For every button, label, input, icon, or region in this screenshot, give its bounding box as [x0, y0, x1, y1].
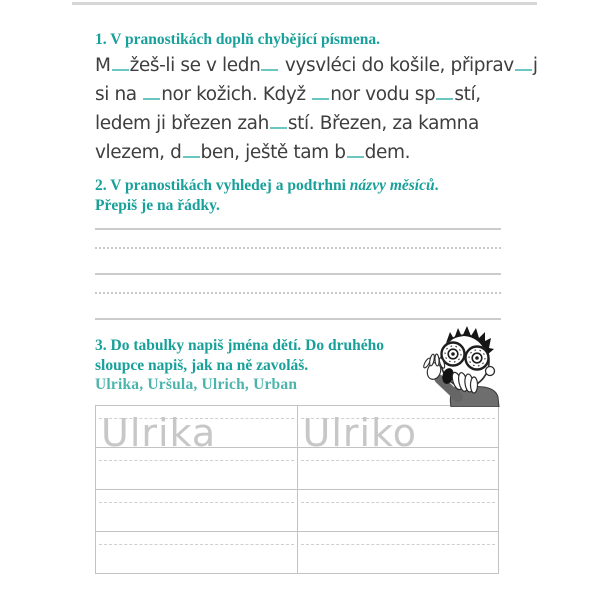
table-cell	[298, 532, 499, 573]
table-row	[96, 490, 498, 532]
cell-guide-dashed-line	[301, 460, 496, 461]
fill-in-blank	[312, 85, 329, 100]
fill-in-blank	[347, 143, 364, 158]
table-cell	[96, 406, 298, 455]
tracing-text: Ulriko	[302, 411, 417, 455]
writing-guide-dashed-line	[95, 292, 501, 294]
table-cell	[298, 490, 499, 531]
cell-guide-dashed-line	[99, 502, 294, 503]
exercise3-heading-line1: 3. Do tabulky napiš jména dětí. Do druhého	[95, 337, 384, 354]
fill-in-blank	[270, 114, 287, 129]
exercise1-proverb-text	[95, 51, 538, 167]
fill-in-blank	[436, 85, 453, 100]
exercise3-heading	[95, 336, 425, 375]
writing-row	[95, 275, 501, 320]
cell-guide-dashed-line	[301, 502, 496, 503]
cell-guide-dashed-line	[99, 460, 294, 461]
proverb-line: si na nor kožich. Když nor vodu sp stí,	[95, 84, 481, 105]
table-row	[96, 406, 498, 455]
calling-boy-illustration	[422, 325, 516, 407]
exercise1-heading: 1. V pranostikách doplň chybějící písmena.	[95, 31, 380, 48]
fill-in-blank	[183, 143, 200, 158]
proverb-line: ledem ji březen zah stí. Březen, za kamna	[95, 113, 479, 134]
proverb-line: M žeš-li se v ledn vysvléci do košile, připrav j	[95, 55, 538, 76]
fill-in-blank	[515, 56, 532, 71]
fill-in-blank	[261, 56, 278, 71]
exercise2-heading-line2: Přepiš je na řádky.	[95, 196, 220, 214]
fill-in-blank	[143, 85, 160, 100]
exercise2-heading	[95, 176, 438, 215]
writing-row	[95, 230, 501, 275]
table-row	[96, 532, 498, 573]
exercise2-heading-prefix: 2. V pranostikách vyhledej a podtrhni	[95, 177, 350, 194]
exercise3-heading-line2: sloupce napiš, jak na ně zavoláš.	[95, 356, 309, 374]
table-cell	[96, 532, 298, 573]
top-partial-divider	[72, 2, 537, 5]
writing-guide-dashed-line	[95, 247, 501, 249]
fill-in-blank	[112, 56, 129, 71]
tracing-text: Ulrika	[101, 411, 217, 455]
cell-guide-dashed-line	[99, 544, 294, 545]
cell-guide-dashed-line	[301, 544, 496, 545]
names-list: Ulrika, Uršula, Ulrich, Urban	[95, 376, 298, 393]
table-cell	[96, 490, 298, 531]
names-table	[95, 405, 499, 574]
exercise2-heading-suffix: .	[434, 177, 439, 194]
exercise2-heading-emphasis: názvy měsíců	[349, 177, 435, 194]
writing-lines-block	[95, 228, 501, 320]
proverb-line: vlezem, d ben, ještě tam b dem.	[95, 142, 411, 163]
table-cell	[298, 406, 499, 455]
